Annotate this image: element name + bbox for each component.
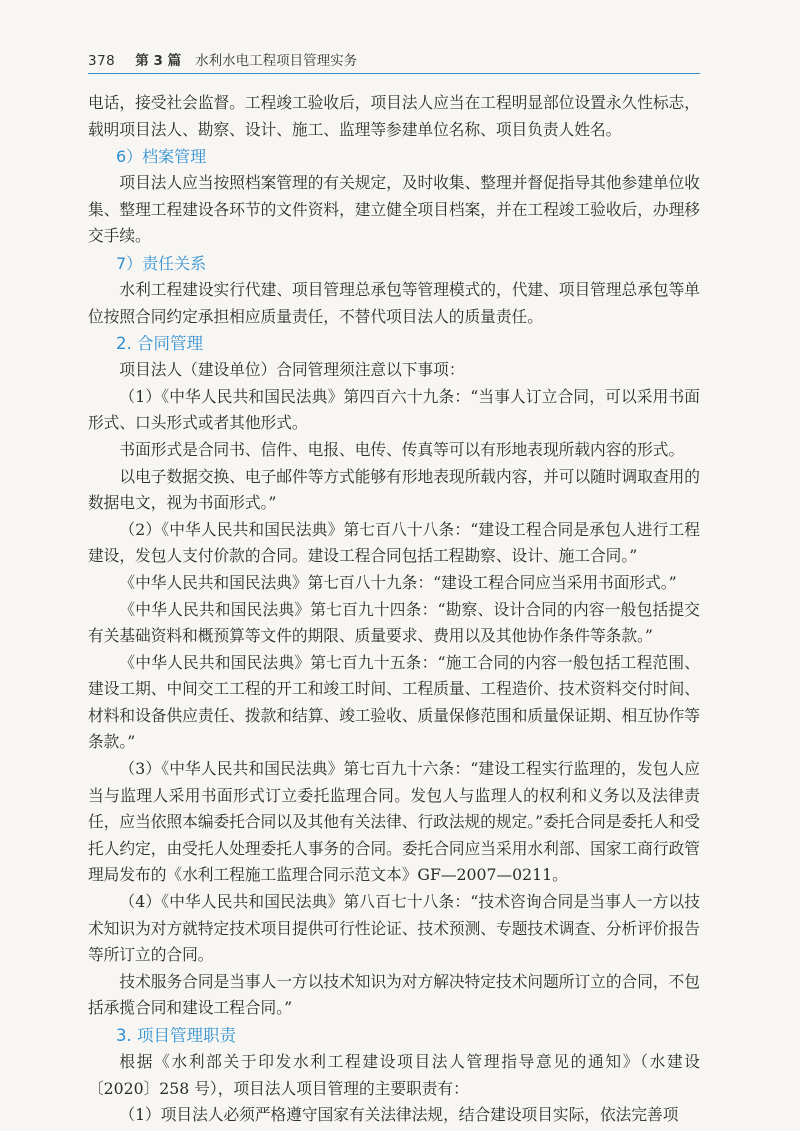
- book-section-title: 水利水电工程项目管理实务: [195, 53, 358, 69]
- paragraph: （2）《中华人民共和国民法典》第七百八十八条：“建设工程合同是承包人进行工程建设，发包人支付价款的合同。建设工程合同包括工程勘察、设计、施工合同。”: [88, 519, 700, 566]
- paragraph: 电话，接受社会监督。工程竣工验收后，项目法人应当在工程明显部位设置永久性标志，载明项目法人、勘察、设计、施工、监理等参建单位名称、项目负责人姓名。: [88, 93, 700, 139]
- section-heading-contract: 2. 合同管理: [116, 334, 203, 354]
- paragraph: 《中华人民共和国民法典》第七百九十四条：“勘察、设计合同的内容一般包括提交有关基础资料和概预算等文件的期限、质量要求、费用以及其他协作条件等条款。”: [88, 599, 700, 646]
- subheading-archives: 6）档案管理: [116, 147, 207, 167]
- subheading-responsibility: 7）责任关系: [116, 253, 207, 273]
- paragraph: （4）《中华人民共和国民法典》第八百七十八条：“技术咨询合同是当事人一方以技术知识为对方就特定技术项目提供可行性论证、技术预测、专题技术调查、分析评价报告等所订立的合同。: [88, 892, 700, 965]
- paragraph: 《中华人民共和国民法典》第七百八十九条：“建设工程合同应当采用书面形式。”: [119, 572, 677, 592]
- paragraph: 项目法人应当按照档案管理的有关规定，及时收集、整理并督促指导其他参建单位收集、整理工程建设各环节的文件资料，建立健全项目档案，并在工程竣工验收后，办理移交手续。: [88, 173, 700, 246]
- paragraph: 以电子数据交换、电子邮件等方式能够有形地表现所载内容，并可以随时调取查用的数据电文，视为书面形式。”: [88, 466, 700, 513]
- paragraph: （3）《中华人民共和国民法典》第七百九十六条：“建设工程实行监理的，发包人应当与监理人采用书面形式订立委托监理合同。发包人与监理人的权利和义务以及法律责任，应当依照本编委托合同以及其他有关法律、行政法规的规定。”委托合同是委托人和受托人约定，由受托人处理委托人事务的合同。委托合同应当采用水利部、国家工商行政管理局发布的《水利工程施工监理合同示范文本》GF—2007—0211。: [88, 759, 700, 885]
- running-header: [88, 48, 700, 74]
- paragraph: （1）项目法人必须严格遵守国家有关法律法规，结合建设项目实际，依法完善项: [119, 1105, 679, 1125]
- paragraph: 技术服务合同是当事人一方以技术知识为对方解决特定技术问题所订立的合同，不包括承揽合同和建设工程合同。”: [88, 971, 700, 1018]
- section-heading-duties: 3. 项目管理职责: [116, 1026, 236, 1045]
- part-label: 第 3 篇: [135, 53, 182, 69]
- paragraph: 项目法人（建设单位）合同管理须注意以下事项：: [119, 360, 465, 380]
- page-number: 378: [88, 53, 116, 69]
- paragraph: 《中华人民共和国民法典》第七百九十五条：“施工合同的内容一般包括工程范围、建设工期、中间交工工程的开工和竣工时间、工程质量、工程造价、技术资料交付时间、材料和设备供应责任、拨款和结算、竣工验收、质量保修范围和质量保证期、相互协作等条款。”: [88, 652, 700, 752]
- body-text: [88, 90, 700, 1129]
- paragraph: 根据《水利部关于印发水利工程建设项目法人管理指导意见的通知》（水建设〔2020〕258 号），项目法人项目管理的主要职责有：: [88, 1052, 700, 1098]
- paragraph: 水利工程建设实行代建、项目管理总承包等管理模式的，代建、项目管理总承包等单位按照合同约定承担相应质量责任，不替代项目法人的质量责任。: [88, 279, 700, 326]
- paragraph: 书面形式是合同书、信件、电报、电传、传真等可以有形地表现所载内容的形式。: [119, 439, 685, 459]
- paragraph: （1）《中华人民共和国民法典》第四百六十九条：“当事人订立合同，可以采用书面形式、口头形式或者其他形式。: [88, 386, 700, 433]
